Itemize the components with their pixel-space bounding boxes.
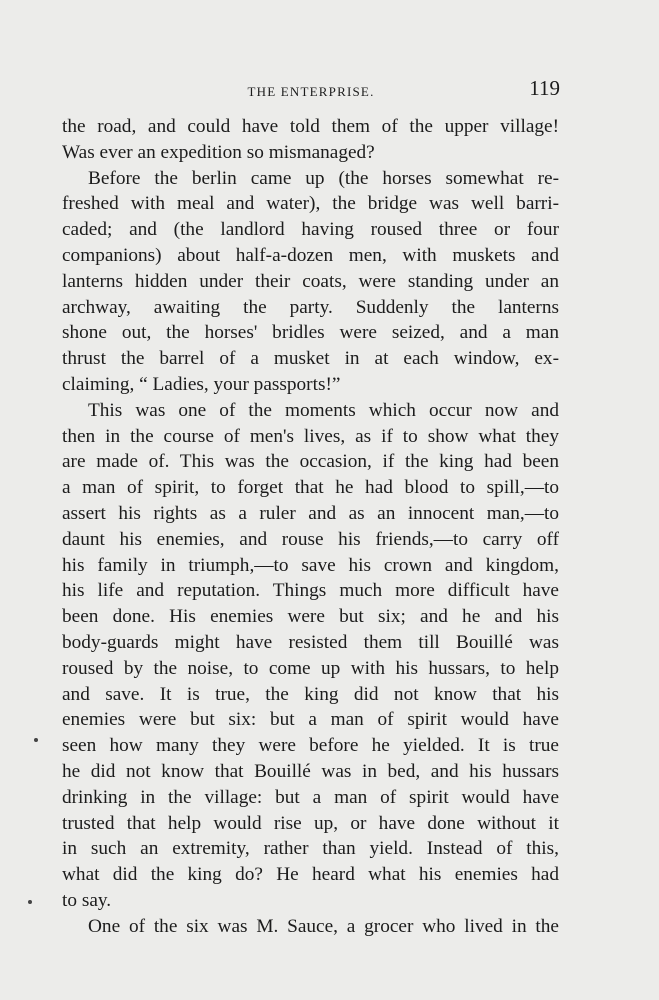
text-line: a man of spirit, to forget that he had blood to spill,—to (62, 477, 559, 499)
text-line: freshed with meal and water), the bridge was well barri- (62, 193, 559, 215)
text-line: claiming, “ Ladies, your passports!” (62, 373, 341, 395)
paper-speck (28, 900, 32, 904)
text-line: shone out, the horses' bridles were seized, and a man (62, 322, 559, 344)
text-line: seen how many they were before he yielded. It is true (62, 735, 559, 757)
text-line: enemies were but six: but a man of spirit would have (62, 709, 559, 731)
text-line: caded; and (the landlord having roused three or four (62, 219, 559, 241)
running-head: THE ENTERPRISE. (247, 84, 375, 99)
page-number: 119 (529, 76, 560, 100)
text-line: his life and reputation. Things much more difficult have (62, 580, 559, 602)
text-line: roused by the noise, to come up with his hussars, to help (62, 657, 559, 679)
text-line: trusted that help would rise up, or have done without it (62, 812, 559, 834)
text-line: are made of. This was the occasion, if the king had been (62, 451, 559, 473)
text-line: This was one of the moments which occur now and (88, 399, 559, 421)
text-line: Was ever an expedition so mismanaged? (62, 141, 375, 163)
body-text (62, 114, 559, 940)
paper-speck (34, 738, 38, 742)
text-line: in such an extremity, rather than yield. Instead of this, (62, 838, 559, 860)
text-line: what did the king do? He heard what his enemies had (62, 864, 559, 886)
text-line: archway, awaiting the party. Suddenly the lanterns (62, 296, 559, 318)
text-line: to say. (62, 889, 112, 911)
text-line: One of the six was M. Sauce, a grocer who lived in the (88, 915, 559, 937)
text-line: been done. His enemies were but six; and he and his (62, 606, 559, 628)
text-line: assert his rights as a ruler and as an innocent man,—to (62, 502, 559, 524)
text-line: the road, and could have told them of the upper village! (62, 116, 559, 137)
text-line: then in the course of men's lives, as if to show what they (62, 425, 559, 447)
text-line: Before the berlin came up (the horses somewhat re- (88, 167, 559, 189)
text-line: drinking in the village: but a man of spirit would have (62, 786, 559, 808)
text-line: and save. It is true, the king did not know that his (62, 683, 559, 705)
text-line: he did not know that Bouillé was in bed, and his hussars (62, 760, 559, 782)
text-line: thrust the barrel of a musket in at each window, ex- (62, 348, 559, 370)
text-line: daunt his enemies, and rouse his friends,—to carry off (62, 528, 559, 550)
text-line: companions) about half-a-dozen men, with muskets and (62, 244, 559, 266)
text-line: body-guards might have resisted them till Bouillé was (62, 631, 559, 653)
text-line: his family in triumph,—to save his crown and kingdom, (62, 554, 559, 576)
text-line: lanterns hidden under their coats, were standing under an (62, 270, 559, 292)
page-header (62, 76, 560, 102)
